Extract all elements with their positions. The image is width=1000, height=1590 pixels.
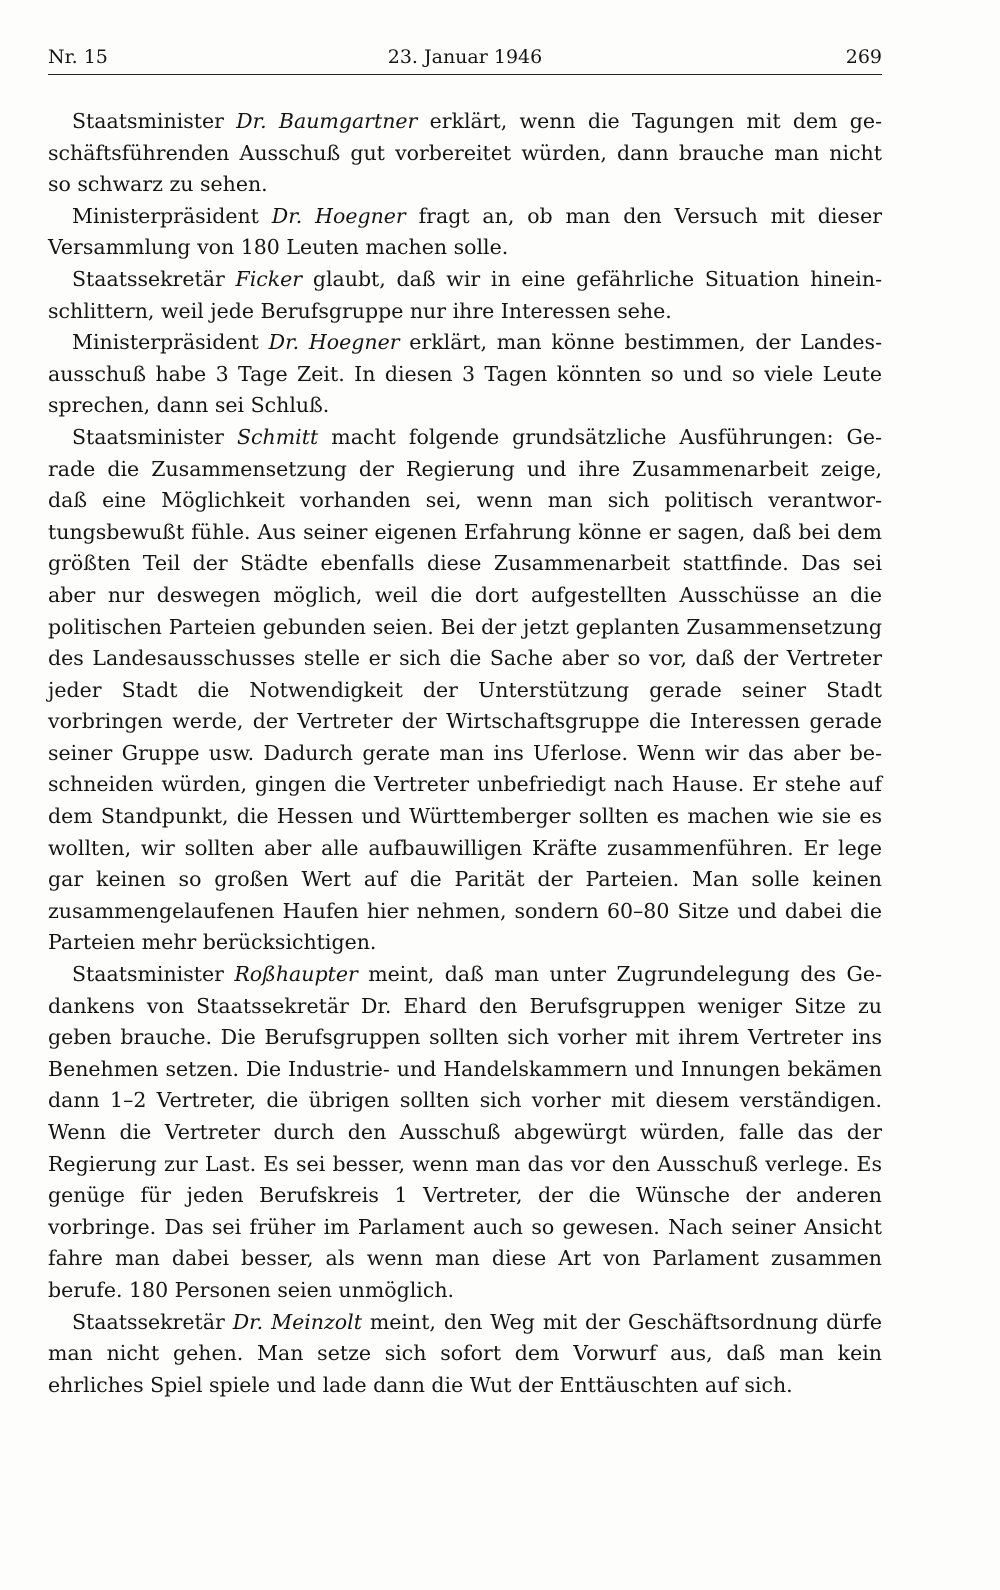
- paragraph-text: erklärt, wenn die Tagungen mit dem geschäftsführenden Ausschuß gut vorbereitet würden, dann brauche man nicht so schwarz zu sehen.: [48, 109, 882, 197]
- speaker-name: Roßhaupter: [234, 962, 358, 987]
- page-number: 269: [845, 46, 882, 68]
- issue-number: Nr. 15: [48, 46, 108, 68]
- protocol-text: [48, 106, 882, 1401]
- speaker-title: Staatssekretär: [72, 266, 236, 291]
- paragraph-text: glaubt, daß wir in eine gefährliche Situation hineinschlittern, weil jede Berufsgruppe nur ihre Interessen sehe.: [48, 266, 882, 323]
- paragraph-text: meint, den Weg mit der Geschäftsordnung dürfe man nicht gehen. Man setze sich sofort dem Vorwurf aus, daß man kein ehrliches Spiel spiele und lade dann die Wut der Enttäuschten auf sich.: [48, 1309, 883, 1397]
- speaker-name: Schmitt: [237, 424, 319, 449]
- paragraph: [48, 327, 882, 422]
- speaker-title: Staatsminister: [72, 962, 235, 987]
- speaker-name: Dr. Baumgartner: [236, 109, 418, 133]
- speaker-name: Dr. Hoegner: [271, 203, 406, 228]
- speaker-title: Staatsminister: [72, 109, 237, 133]
- speaker-title: Ministerpräsident: [72, 330, 269, 355]
- paragraph-text: fragt an, ob man den Versuch mit dieser Versammlung von 180 Leuten machen solle.: [48, 203, 882, 260]
- paragraph: [48, 264, 882, 327]
- paragraph-text: erklärt, man könne bestimmen, der Landesausschuß habe 3 Tage Zeit. In diesen 3 Tagen könnten so und so viele Leute sprechen, dann sei Schluß.: [48, 330, 882, 418]
- paragraph: [48, 106, 882, 201]
- speaker-title: Ministerpräsident: [72, 203, 272, 228]
- paragraph: [48, 1307, 882, 1402]
- speaker-name: Dr. Hoegner: [268, 330, 400, 355]
- paragraph: [48, 201, 882, 264]
- speaker-title: Staatssekretär: [72, 1309, 233, 1334]
- paragraph: [48, 959, 882, 1307]
- speaker-name: Ficker: [235, 266, 303, 291]
- speaker-name: Dr. Meinzolt: [232, 1309, 362, 1334]
- page-header: [48, 38, 882, 75]
- paragraph: [48, 422, 882, 959]
- speaker-title: Staatsminister: [72, 424, 237, 449]
- page-date: 23. Januar 1946: [387, 46, 543, 68]
- paragraph-text: meint, daß man unter Zugrundelegung des Gedankens von Staatssekretär Dr. Ehard den Berufsgruppen weniger Sitze zu geben brauche. Die Berufsgruppen sollten sich vorher mit ihrem Vertreter ins Benehmen setzen. Die Industrie- und Handelskammern und Innungen bekämen dann 1–2 Vertreter, die übrigen sollten sich vorher mit diesem verständigen. Wenn die Vertreter durch den Ausschuß abgewürgt würden, falle das der Regierung zur Last. Es sei besser, wenn man das vor den Ausschuß verlege. Es genüge für jeden Berufskreis 1 Vertreter, der die Wünsche der anderen vorbringe. Das sei früher im Parlament auch so gewesen. Nach seiner Ansicht fahre man dabei besser, als wenn man diese Art von Parlament zusammen berufe. 180 Personen seien unmöglich.: [48, 962, 882, 1302]
- paragraph-text: macht folgende grundsätzliche Ausführungen: Gerade die Zusammensetzung der Regierung und ihre Zusammenarbeit zeige, daß eine Möglichkeit vorhanden sei, wenn man sich politisch verantwortungsbewußt fühle. Aus seiner eigenen Erfahrung könne er sagen, daß bei dem größten Teil der Städte ebenfalls diese Zusammenarbeit stattfinde. Das sei aber nur deswegen möglich, weil die dort aufgestellten Ausschüsse an die politischen Parteien gebunden seien. Bei der jetzt geplanten Zusammensetzung des Landesausschusses stelle er sich die Sache aber so vor, daß der Vertreter jeder Stadt die Notwendigkeit der Unterstützung gerade seiner Stadt vorbringen werde, der Vertreter der Wirtschaftsgruppe die Interessen gerade seiner Gruppe usw. Dadurch gerate man ins Uferlose. Wenn wir das aber beschneiden würden, gingen die Vertreter unbefriedigt nach Hause. Er stehe auf dem Standpunkt, die Hessen und Württemberger sollten es machen wie sie es wollten, wir sollten aber alle aufbauwilligen Kräfte zusammenführen. Er lege gar keinen so großen Wert auf die Parität der Parteien. Man solle keinen zusammengelaufenen Haufen hier nehmen, sondern 60–80 Sitze und dabei die Parteien mehr berücksichtigen.: [48, 424, 882, 955]
